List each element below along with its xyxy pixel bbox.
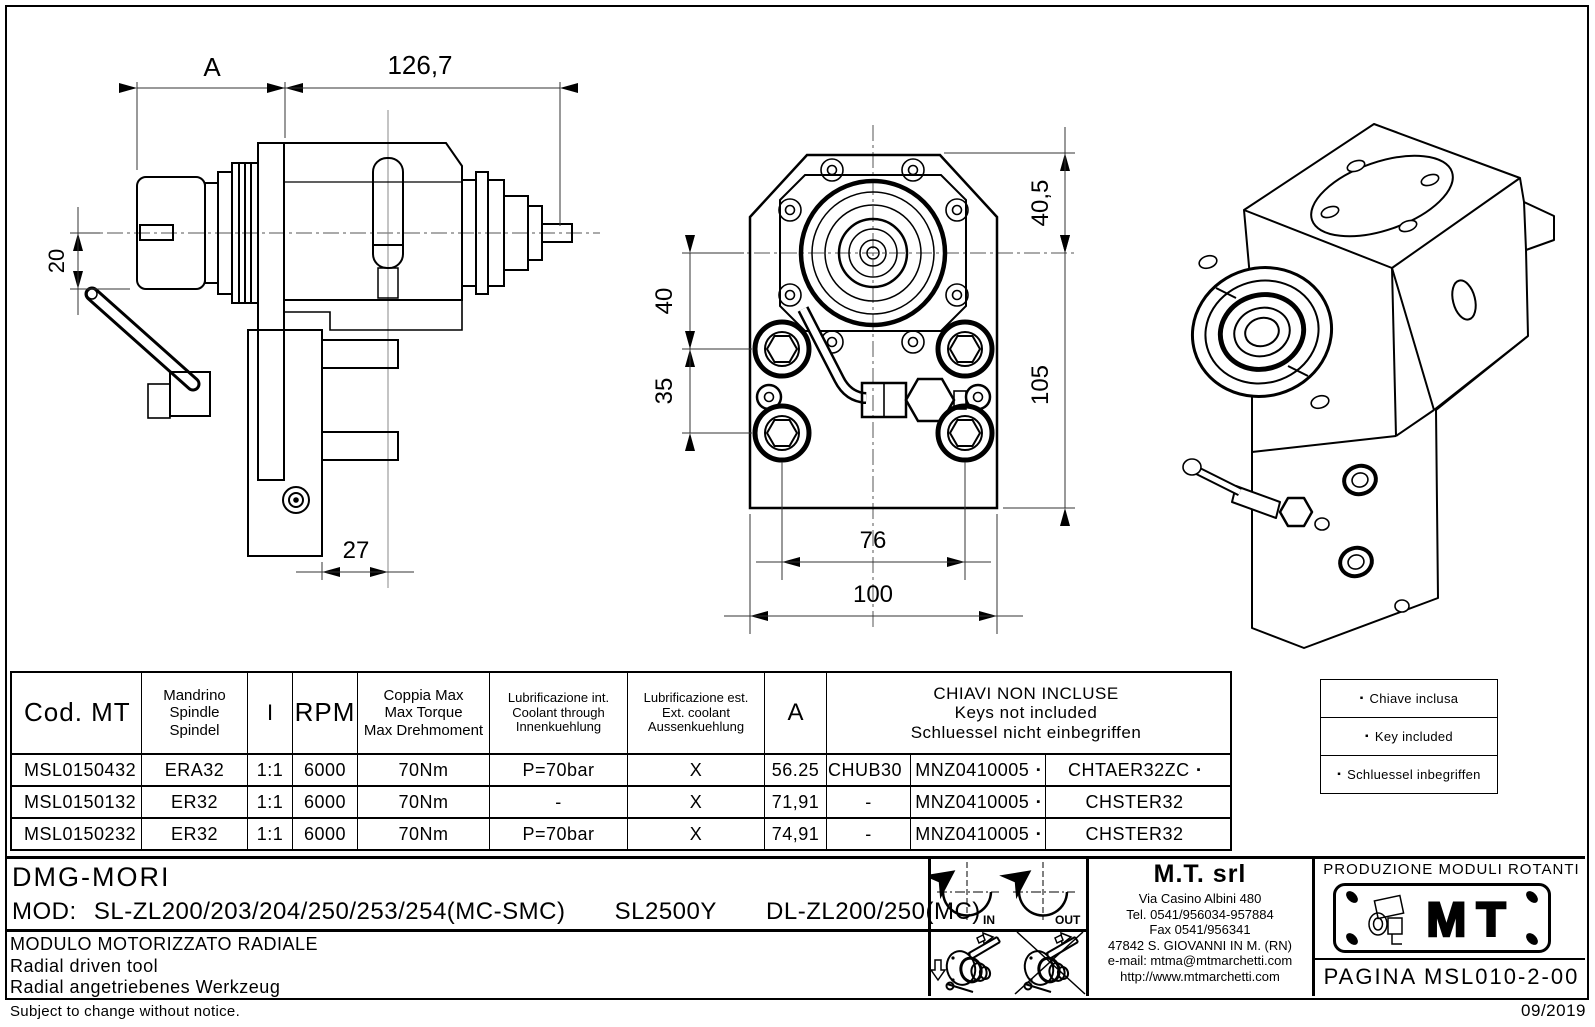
company-block xyxy=(1090,860,1310,984)
mod-value: SL-ZL200/203/204/250/253/254(MC-SMC) xyxy=(93,898,566,925)
description-en: Radial driven tool xyxy=(10,956,159,976)
key-legend xyxy=(1320,679,1498,794)
mod-label: MOD: xyxy=(12,898,77,925)
cell-rpm: 6000 xyxy=(293,787,358,817)
cell-key3: CHSTER32 xyxy=(1085,823,1184,844)
dim-20: 20 xyxy=(44,248,69,274)
dim-76: 76 xyxy=(859,527,887,554)
header-torque: Coppia Max Max Torque Max Drehmoment xyxy=(358,673,490,753)
dim-105: 105 xyxy=(1027,364,1054,406)
dim-a: A xyxy=(203,52,221,82)
side-view xyxy=(80,110,600,588)
company-tel: Tel. 0541/956034-957884 xyxy=(1126,906,1274,922)
cell-cod: MSL0150232 xyxy=(12,819,142,849)
square-marker-icon: ▪ xyxy=(1359,693,1364,704)
mod-value: SL2500Y xyxy=(614,898,717,925)
company-city: 47842 S. GIOVANNI IN M. (RN) xyxy=(1108,937,1292,953)
logo-text: MT xyxy=(1426,894,1516,947)
dim-27: 27 xyxy=(342,537,370,564)
cell-ratio: 1:1 xyxy=(248,819,293,849)
company-address: Via Casino Albini 480 xyxy=(1138,891,1262,906)
mod-value: DL-ZL200/250(MC) xyxy=(766,898,981,925)
cell-lub-int: P=70bar xyxy=(490,755,628,785)
company-fax: Fax 0541/956341 xyxy=(1149,922,1251,937)
table-row xyxy=(12,819,1230,849)
spec-table xyxy=(10,671,1232,851)
cell-key2: MNZ0410005 ▪ xyxy=(911,787,1046,817)
table-row xyxy=(12,787,1230,819)
isometric-view xyxy=(1177,124,1554,648)
title-block-top-line xyxy=(5,856,1585,859)
cell-lub-int: P=70bar xyxy=(490,819,628,849)
page-number: PAGINA MSL010-2-00 xyxy=(1323,964,1580,989)
divider xyxy=(1086,856,1089,996)
cell-key1: - xyxy=(827,819,911,849)
cell-key2: MNZ0410005 ▪ xyxy=(911,819,1046,849)
cell-mandrino: ERA32 xyxy=(142,755,248,785)
dim-40: 40 xyxy=(651,287,678,315)
customer-brand: DMG-MORI xyxy=(12,862,171,892)
company-website: http://www.mtmarchetti.com xyxy=(1120,968,1280,984)
header-keys: CHIAVI NON INCLUSE Keys not included Schluessel nicht einbegriffen xyxy=(910,683,1142,742)
cell-rpm: 6000 xyxy=(293,755,358,785)
dim-35: 35 xyxy=(651,377,678,405)
key-included-mark: ▪ xyxy=(1036,827,1041,840)
in-label: IN xyxy=(983,913,995,927)
change-notice: Subject to change without notice. xyxy=(10,1003,241,1020)
spec-table-header-row xyxy=(12,673,1230,755)
model-line xyxy=(12,898,981,926)
cell-ratio: 1:1 xyxy=(248,787,293,817)
company-name: M.T. srl xyxy=(1153,860,1247,888)
cell-key1: CHUB30 xyxy=(827,755,911,785)
down-arrow-icon xyxy=(931,960,945,980)
revision-date: 09/2019 xyxy=(1521,1001,1586,1020)
key-included-mark: ▪ xyxy=(1036,795,1041,808)
header-rpm: RPM xyxy=(293,673,358,753)
header-cod-mt: Cod. MT xyxy=(12,673,142,753)
cell-lub-int: - xyxy=(490,787,628,817)
company-email: e-mail: mtma@mtmarchetti.com xyxy=(1107,953,1293,968)
mod-divider-line xyxy=(5,929,929,932)
header-lub-est: Lubrificazione est. Ext. coolant Aussenkuehlung xyxy=(628,673,765,753)
cell-lub-est: X xyxy=(628,787,765,817)
cell-a: 56.25 xyxy=(765,755,827,785)
out-label: OUT xyxy=(1055,913,1081,927)
cell-key3: CHTAER32ZC ▪ xyxy=(1067,759,1202,780)
cell-ratio: 1:1 xyxy=(248,755,293,785)
cell-mandrino: ER32 xyxy=(142,787,248,817)
cell-cod: MSL0150432 xyxy=(12,755,142,785)
cell-torque: 70Nm xyxy=(358,819,490,849)
cell-key1: - xyxy=(827,787,911,817)
front-view-dimensions xyxy=(682,127,1075,634)
logo-tool-glyph xyxy=(1369,895,1404,944)
description-it: MODULO MOTORIZZATO RADIALE xyxy=(10,934,319,954)
cell-rpm: 6000 xyxy=(293,819,358,849)
dim-100: 100 xyxy=(852,581,894,608)
header-a: A xyxy=(765,673,827,753)
description-de: Radial angetriebenes Werkzeug xyxy=(10,977,281,997)
cell-cod: MSL0150132 xyxy=(12,787,142,817)
cell-lub-est: X xyxy=(628,755,765,785)
legend-item: ▪ Key included xyxy=(1321,718,1497,756)
legend-item: ▪ Chiave inclusa xyxy=(1321,680,1497,718)
key-included-mark: ▪ xyxy=(1196,763,1202,776)
cell-a: 74,91 xyxy=(765,819,827,849)
header-mandrino: Mandrino Spindle Spindel xyxy=(142,673,248,753)
square-marker-icon: ▪ xyxy=(1337,769,1342,780)
production-caption: PRODUZIONE MODULI ROTANTI xyxy=(1323,861,1580,878)
cell-key3: CHSTER32 xyxy=(1085,791,1184,812)
coolant-connection-icons xyxy=(931,932,1086,996)
cell-key2: MNZ0410005 ▪ xyxy=(911,755,1046,785)
front-view xyxy=(700,125,1075,630)
square-marker-icon: ▪ xyxy=(1365,731,1369,742)
cell-lub-est: X xyxy=(628,819,765,849)
table-row xyxy=(12,755,1230,787)
mt-logo xyxy=(1333,883,1551,953)
cell-mandrino: ER32 xyxy=(142,819,248,849)
header-lub-int: Lubrificazione int. Coolant through Innenkuehlung xyxy=(490,673,628,753)
rotation-direction-icons xyxy=(931,858,1086,928)
key-included-mark: ▪ xyxy=(1036,763,1041,776)
header-ratio: I xyxy=(248,673,293,753)
dim-126-7: 126,7 xyxy=(387,50,453,80)
pagina-divider-line xyxy=(1315,958,1585,960)
dim-40-5: 40,5 xyxy=(1027,179,1054,227)
legend-item: ▪ Schluessel inbegriffen xyxy=(1337,767,1481,782)
cell-torque: 70Nm xyxy=(358,787,490,817)
cell-a: 71,91 xyxy=(765,787,827,817)
cell-torque: 70Nm xyxy=(358,755,490,785)
